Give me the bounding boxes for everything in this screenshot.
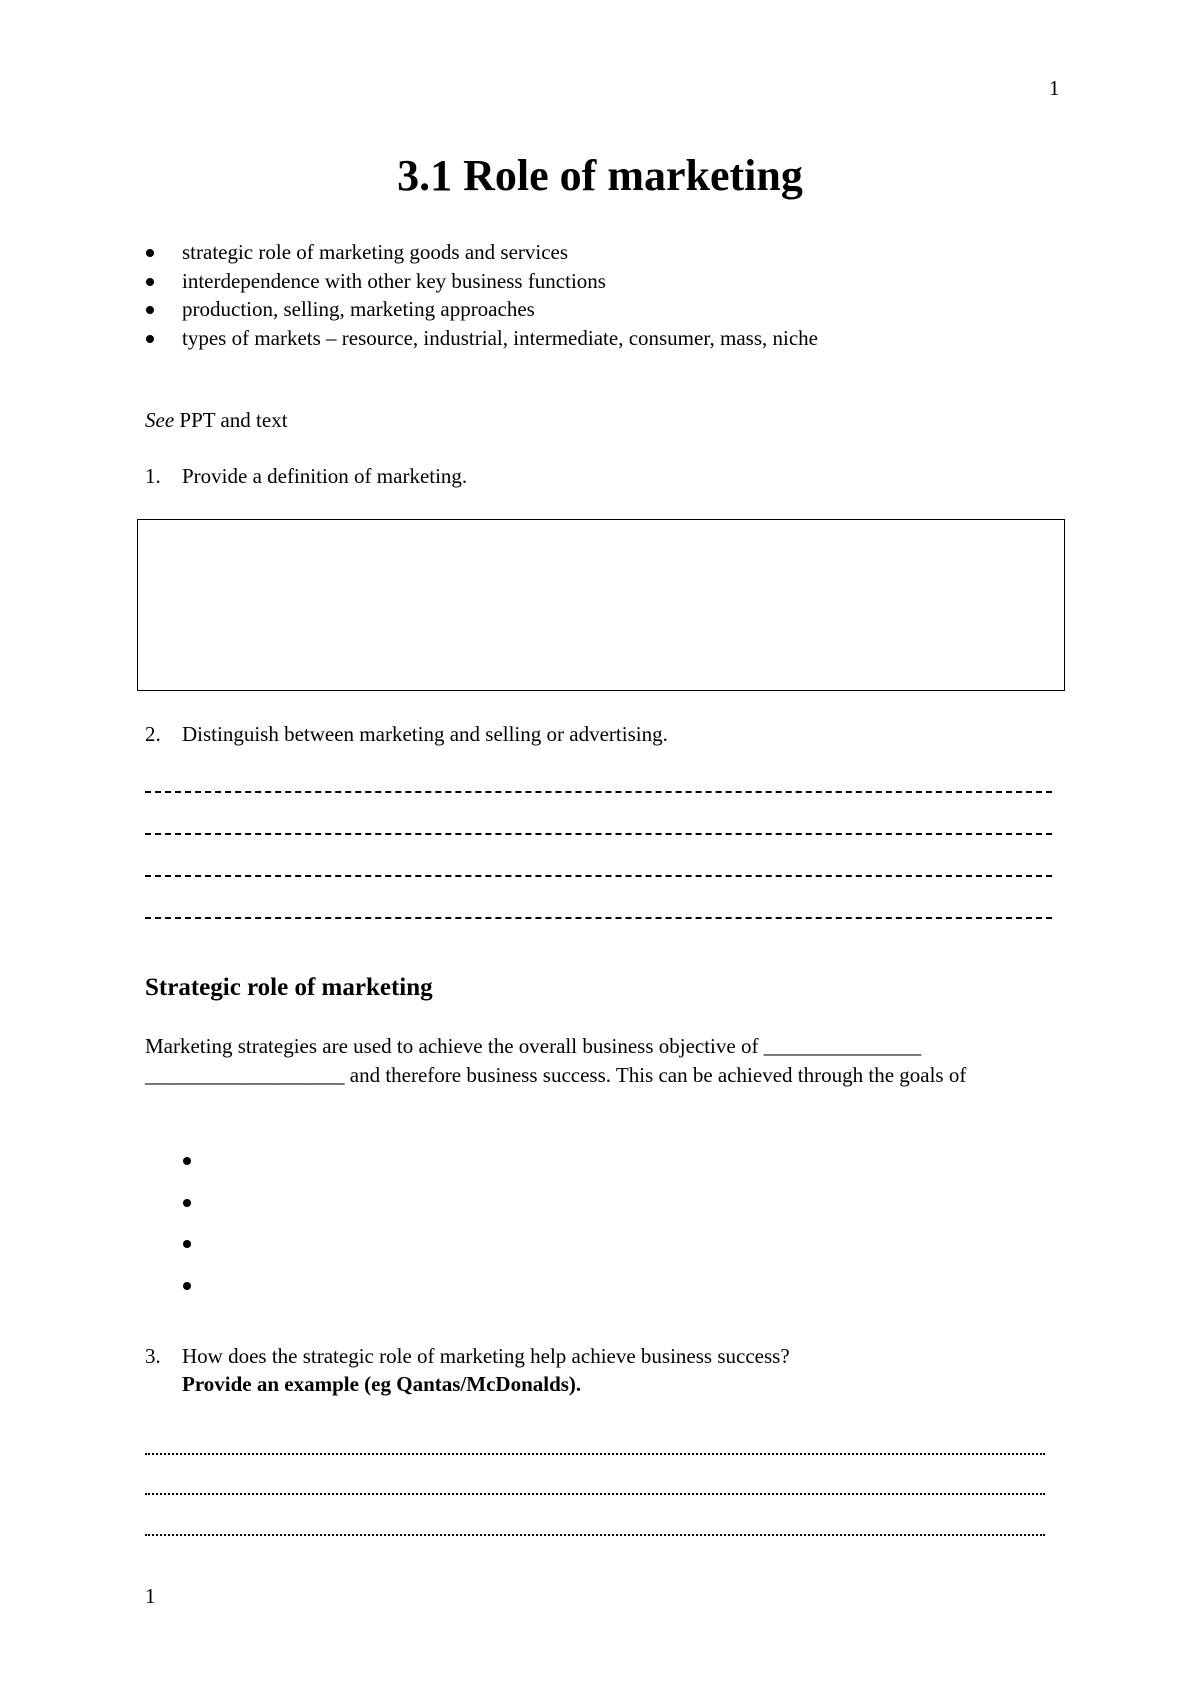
bullet-icon bbox=[183, 1199, 191, 1207]
bullet-icon bbox=[146, 306, 154, 314]
answer-line[interactable] bbox=[145, 1493, 1045, 1495]
answer-box-question-1[interactable] bbox=[137, 519, 1065, 691]
list-item: strategic role of marketing goods and services bbox=[140, 238, 818, 267]
question-3: 3. How does the strategic role of marketing help achieve business success? bbox=[145, 1344, 790, 1368]
bullet-icon bbox=[183, 1240, 191, 1248]
answer-line[interactable] bbox=[145, 917, 1052, 919]
answer-line[interactable] bbox=[145, 875, 1052, 877]
question-1: 1. Provide a definition of marketing. bbox=[145, 464, 468, 488]
bullet-icon bbox=[146, 249, 154, 257]
answer-line[interactable] bbox=[145, 791, 1052, 793]
answer-line[interactable] bbox=[145, 833, 1052, 835]
syllabus-bullet-list bbox=[140, 238, 818, 352]
bullet-icon bbox=[183, 1157, 191, 1165]
reference-note: See PPT and text bbox=[145, 408, 288, 432]
question-3-subprompt: Provide an example (eg Qantas/McDonalds). bbox=[182, 1372, 582, 1396]
section-paragraph: Marketing strategies are used to achieve the overall business objective of _______________ ___________________ and therefore business success. This can be achieved through the goals of bbox=[145, 1034, 967, 1087]
bullet-icon bbox=[183, 1282, 191, 1290]
list-item: production, selling, marketing approaches bbox=[140, 295, 818, 324]
answer-line[interactable] bbox=[145, 1534, 1045, 1536]
list-item: types of markets – resource, industrial, intermediate, consumer, mass, niche bbox=[140, 324, 818, 353]
page-number-bottom: 1 bbox=[145, 1584, 156, 1608]
page-title: 3.1 Role of marketing bbox=[397, 151, 803, 200]
list-item: interdependence with other key business functions bbox=[140, 267, 818, 296]
section-heading: Strategic role of marketing bbox=[145, 974, 433, 1001]
page-number-top: 1 bbox=[1049, 76, 1060, 100]
bullet-icon bbox=[146, 278, 154, 286]
bullet-icon bbox=[146, 335, 154, 343]
answer-line[interactable] bbox=[145, 1453, 1045, 1455]
question-2: 2. Distinguish between marketing and selling or advertising. bbox=[145, 722, 668, 746]
